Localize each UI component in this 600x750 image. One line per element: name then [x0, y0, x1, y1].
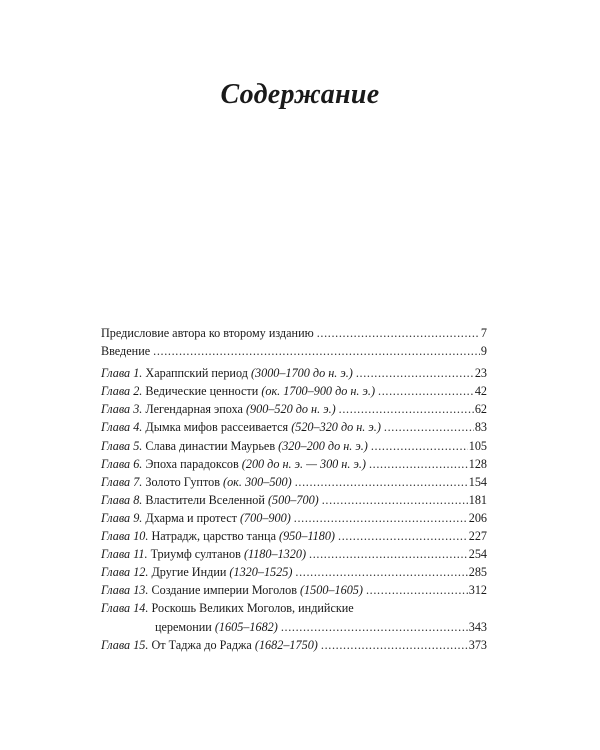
- toc-entry-title: [101, 473, 292, 491]
- chapter-label: Глава 1.: [101, 366, 143, 381]
- dot-leader: [339, 400, 474, 418]
- toc-page-number: 227: [468, 529, 487, 544]
- chapter-title-continuation: церемонии: [155, 619, 212, 634]
- chapter-label: Глава 2.: [101, 384, 143, 399]
- dot-leader: [295, 473, 468, 491]
- dot-leader: [322, 491, 468, 509]
- toc-entry-chapter-1: [101, 364, 487, 382]
- toc-page-number: 254: [468, 547, 487, 562]
- toc-entry-chapter-5: [101, 437, 487, 455]
- toc-page-number: 181: [468, 492, 487, 507]
- chapter-title: Ведические ценности: [145, 384, 259, 399]
- chapter-period: (500–700): [267, 492, 319, 507]
- chapter-title: Роскошь Великих Моголов, индийские: [151, 601, 354, 616]
- chapter-title: Дымка мифов рассеивается: [145, 420, 289, 435]
- chapter-label: Глава 13.: [101, 583, 149, 598]
- toc-entry-title: [101, 400, 336, 418]
- toc-page-number: 312: [468, 583, 487, 598]
- toc-entry-chapter-13: [101, 581, 487, 599]
- toc-entry-title: [101, 382, 375, 400]
- toc-entry-title: [155, 618, 278, 636]
- toc-entry-title: [101, 437, 368, 455]
- dot-leader: [153, 342, 480, 360]
- dot-leader: [294, 509, 468, 527]
- toc-entry-title: [101, 364, 353, 382]
- chapter-label: Глава 12.: [101, 565, 149, 580]
- toc-entry-chapter-3: [101, 400, 487, 418]
- toc-entry-title: [101, 455, 366, 473]
- toc-entry-chapter-6: [101, 455, 487, 473]
- chapter-label: Глава 5.: [101, 438, 143, 453]
- dot-leader: [317, 324, 480, 342]
- chapter-label: Глава 14.: [101, 601, 149, 616]
- chapter-period: (1605–1682): [214, 619, 278, 634]
- dot-leader: [295, 563, 467, 581]
- chapter-period: (1320–1525): [229, 565, 293, 580]
- toc-entry-chapter-9: [101, 509, 487, 527]
- chapter-period: (1500–1605): [300, 583, 363, 598]
- dot-leader: [338, 527, 468, 545]
- chapter-title: Хараппский период: [145, 366, 248, 381]
- chapter-title: Триумф султанов: [150, 547, 241, 562]
- chapter-title: Создание империи Моголов: [151, 583, 297, 598]
- toc-entry-title: [101, 599, 354, 617]
- toc-page-number: 42: [474, 384, 487, 399]
- chapter-title: Дхарма и протест: [145, 510, 237, 525]
- toc-page-number: 343: [468, 619, 487, 634]
- dot-leader: [309, 545, 468, 563]
- toc-page-number: 285: [468, 565, 487, 580]
- toc-page-number: 62: [474, 402, 487, 417]
- chapter-label: Глава 10.: [101, 529, 149, 544]
- chapter-title: Золото Гуптов: [145, 474, 220, 489]
- toc-entry-chapter-15: [101, 636, 487, 654]
- dot-leader: [356, 364, 474, 382]
- chapter-title: Другие Индии: [151, 565, 227, 580]
- chapter-label: Глава 9.: [101, 510, 143, 525]
- toc-entry-chapter-8: [101, 491, 487, 509]
- toc-entry-chapter-7: [101, 473, 487, 491]
- toc-entry-intro: [101, 342, 487, 360]
- toc-entry-title: [101, 509, 291, 527]
- page-title: Содержание: [220, 78, 380, 110]
- chapter-period: (700–900): [239, 510, 291, 525]
- chapter-title: Натрадж, царство танца: [151, 529, 276, 544]
- toc-entry-preface: [101, 324, 487, 342]
- toc-page-number: 9: [480, 344, 487, 359]
- chapter-label: Глава 8.: [101, 492, 143, 507]
- toc-entry-title: [101, 581, 363, 599]
- chapter-label: Глава 4.: [101, 420, 143, 435]
- chapter-title: Эпоха парадоксов: [145, 456, 239, 471]
- toc-page-number: 83: [474, 420, 487, 435]
- toc-entry-chapter-14: [101, 599, 487, 617]
- toc-entry-chapter-14-continuation: [101, 618, 487, 636]
- chapter-label: Глава 3.: [101, 402, 143, 417]
- dot-leader: [366, 581, 468, 599]
- toc-entry-title: [101, 636, 318, 654]
- toc-entry-title: [101, 563, 292, 581]
- toc-page-number: 373: [468, 637, 487, 652]
- chapter-period: (900–520 до н. э.): [245, 402, 336, 417]
- chapter-period: (1682–1750): [254, 637, 318, 652]
- toc-page-number: 7: [480, 326, 487, 340]
- table-of-contents: [101, 324, 487, 654]
- chapter-period: (520–320 до н. э.): [291, 420, 381, 435]
- dot-leader: [384, 418, 474, 436]
- toc-entry-title: [101, 527, 335, 545]
- chapter-label: Глава 7.: [101, 474, 143, 489]
- toc-entry-title: [101, 418, 381, 436]
- toc-entry-title: Введение: [101, 344, 151, 359]
- toc-entry-chapter-2: [101, 382, 487, 400]
- chapter-period: (1180–1320): [243, 547, 307, 562]
- toc-entry-title: [101, 491, 319, 509]
- toc-entry-title: Предисловие автора ко второму изданию: [101, 326, 314, 340]
- toc-entry-chapter-11: [101, 545, 487, 563]
- chapter-title: Слава династии Маурьев: [145, 438, 276, 453]
- toc-entry-chapter-4: [101, 418, 487, 436]
- dot-leader: [281, 618, 468, 636]
- dot-leader: [378, 382, 474, 400]
- chapter-period: (320–200 до н. э.): [278, 438, 368, 453]
- toc-entry-chapter-10: [101, 527, 487, 545]
- dot-leader: [371, 437, 468, 455]
- chapter-label: Глава 6.: [101, 456, 143, 471]
- chapter-title: Легендарная эпоха: [145, 402, 243, 417]
- dot-leader: [321, 636, 468, 654]
- toc-entry-chapter-12: [101, 563, 487, 581]
- toc-entry-title: [101, 545, 306, 563]
- toc-page-number: 128: [468, 456, 487, 471]
- toc-page-number: 23: [474, 366, 487, 381]
- chapter-period: (ок. 1700–900 до н. э.): [261, 384, 375, 399]
- chapter-title: От Таджа до Раджа: [151, 637, 252, 652]
- toc-page-number: 206: [468, 510, 487, 525]
- toc-page-number: 105: [468, 438, 487, 453]
- dot-leader: [369, 455, 468, 473]
- chapter-period: (950–1180): [279, 529, 335, 544]
- chapter-period: (3000–1700 до н. э.): [250, 366, 353, 381]
- chapter-label: Глава 11.: [101, 547, 148, 562]
- chapter-title: Властители Вселенной: [145, 492, 265, 507]
- chapter-label: Глава 15.: [101, 637, 149, 652]
- chapter-period: (200 до н. э. — 300 н. э.): [241, 456, 366, 471]
- toc-page-number: 154: [468, 474, 487, 489]
- chapter-period: (ок. 300–500): [223, 474, 292, 489]
